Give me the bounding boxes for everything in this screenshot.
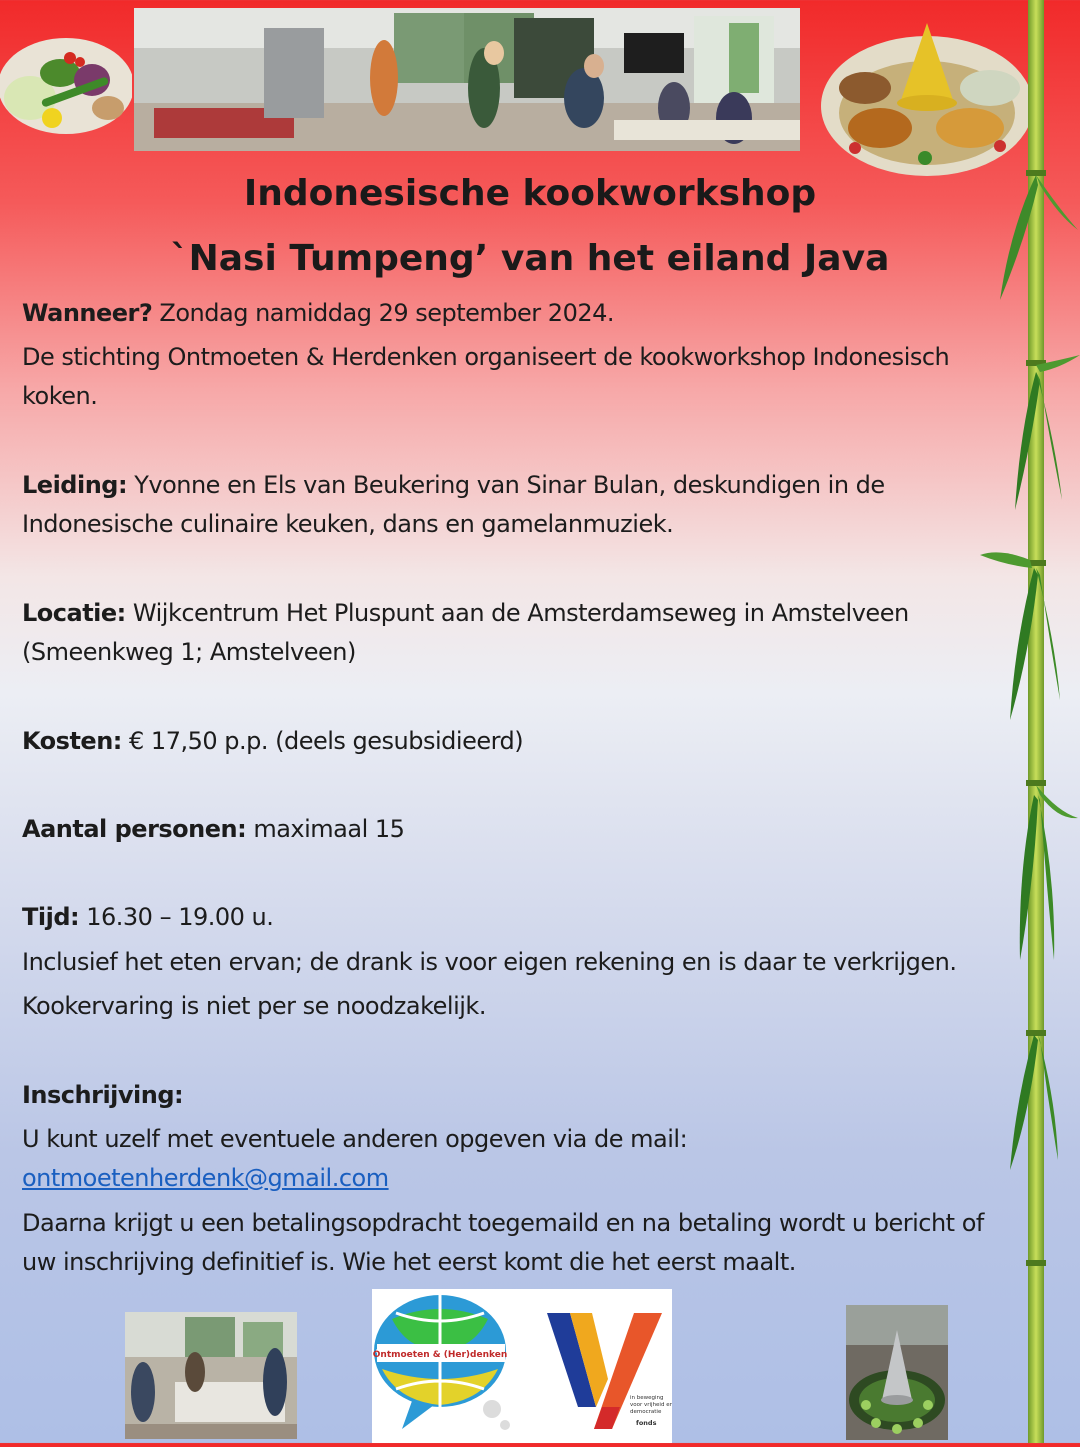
fonds-tagline-1: in beweging [630,1395,664,1401]
kosten-label: Kosten: [22,727,122,755]
fonds-tagline-2: voor vrijheid en [630,1402,672,1408]
kosten-line [22,722,1022,761]
tijd-line [22,898,1022,937]
page-title: Indonesische kookworkshop [243,173,817,214]
fonds-name: fonds [636,1419,657,1427]
locatie-line [22,594,1022,672]
locatie-value: Wijkcentrum Het Pluspunt aan de Amsterdamseweg in Amstelveen (Smeenkweg 1; Amstelveen) [22,599,909,666]
page-subtitle: `Nasi Tumpeng’ van het eiland Java [170,238,890,279]
fonds-logo [547,1313,672,1429]
workshop-photo [125,1312,297,1439]
fonds-tagline-3: democratie [630,1409,662,1415]
vegetables-photo [0,28,132,136]
aantal-label: Aantal personen: [22,815,247,843]
leiding-line [22,466,1022,544]
ontmoeten-logo-text: Ontmoeten & (Her)denken [372,1350,508,1360]
leiding-label: Leiding: [22,471,128,499]
tijd-value: 16.30 – 19.00 u. [79,903,274,931]
email-line [22,1159,1022,1198]
tijd-label: Tijd: [22,903,80,931]
kitchen-photo [134,8,800,151]
aantal-value: maximaal 15 [246,815,405,843]
ontmoeten-logo [373,1295,510,1430]
logo-panel [372,1289,672,1443]
intro-text: De stichting Ontmoeten & Herdenken organiseert de kookworkshop Indonesisch koken. [22,343,950,410]
locatie-label: Locatie: [22,599,126,627]
leiding-value: Yvonne en Els van Beukering van Sinar Bulan, deskundigen in de Indonesische culinaire keuken, dans en gamelanmuziek. [22,471,885,538]
inschrijving-heading: Inschrijving: [22,1081,184,1109]
wanneer-value: Zondag namiddag 29 september 2024. [152,299,614,327]
inschrijving-text: U kunt uzelf met eventuele anderen opgeven via de mail: [22,1125,688,1153]
tijd-extra-2: Kookervaring is niet per se noodzakelijk. [22,992,486,1020]
aantal-line [22,810,1022,849]
email-link[interactable]: ontmoetenherdenk@gmail.com [22,1164,389,1192]
inschrijving-label [22,1076,1022,1115]
kosten-value: € 17,50 p.p. (deels gesubsidieerd) [121,727,524,755]
tumpeng-mold-photo [846,1305,948,1440]
wanneer-label: Wanneer? [22,299,153,327]
inschrijving-after: Daarna krijgt u een betalingsopdracht toegemaild en na betaling wordt u bericht of uw inschrijving definitief is. Wie het eerst komt die het eerst maalt. [22,1209,984,1276]
wanneer-line [22,294,1022,333]
tijd-extra-1: Inclusief het eten ervan; de drank is voor eigen rekening en is daar te verkrijgen. [22,948,957,976]
